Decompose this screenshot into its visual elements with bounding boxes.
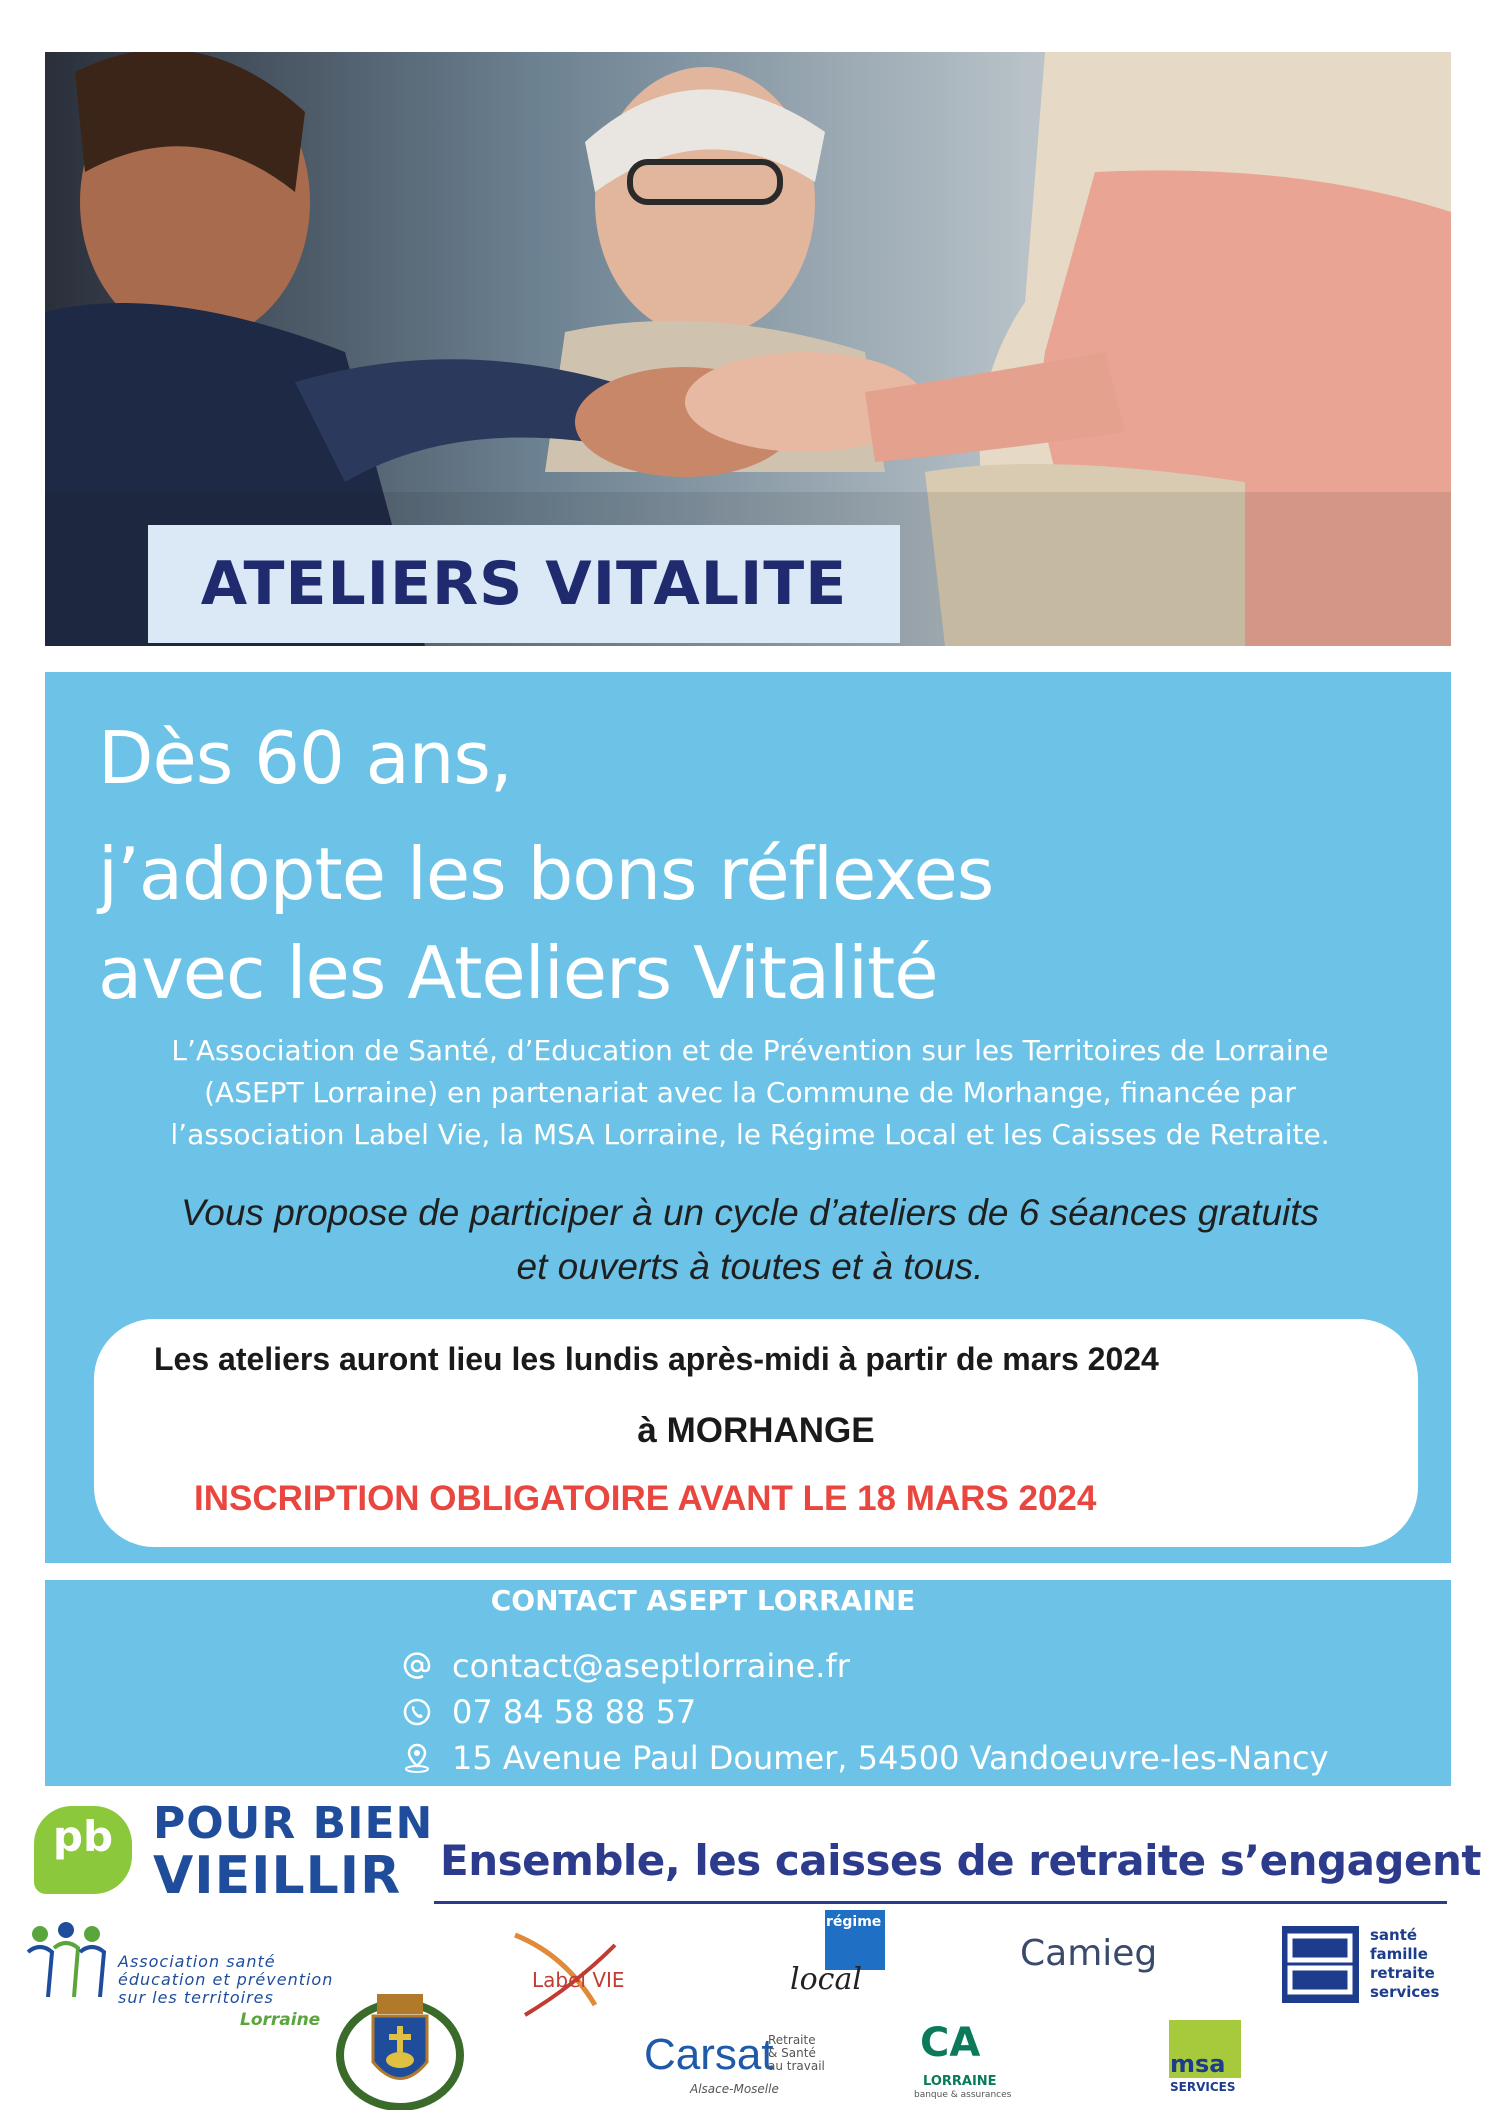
morhange-coat-of-arms [335,1990,465,2114]
msa-line: santé [1370,1926,1418,1944]
contact-title: CONTACT ASEPT LORRAINE [490,1584,916,1617]
location-pin-icon [400,1741,434,1775]
asept-line: sur les territoires [118,1988,274,2007]
headline-line-1: Dès 60 ans, [98,716,512,800]
asept-line: Association santé [118,1952,276,1971]
contact-email-row[interactable] [400,1647,850,1685]
camieg-logo: Camieg [1020,1933,1158,1974]
headline-line-3: avec les Ateliers Vitalité [98,931,938,1015]
slogan-underline [434,1901,1447,1904]
location-text: à MORHANGE [637,1411,875,1450]
pour-bien-vieillir-line-2: VIEILLIR [153,1846,402,1906]
poster-title: ATELIERS VITALITE [200,549,848,619]
msa-logo [1282,1926,1359,2003]
contact-email[interactable]: contact@aseptlorraine.fr [452,1647,850,1685]
contact-address-row [400,1739,1329,1777]
msa-line: famille [1370,1945,1428,1963]
carsat-line: Retraite [768,2033,816,2047]
asept-logo-text [118,1953,333,2007]
intro-paragraph [100,1030,1400,1156]
headline-line-2: j’adopte les bons réflexes [98,832,994,916]
asept-region: Lorraine [240,2010,321,2030]
regime-word: régime [826,1914,882,1930]
credit-agricole-region: LORRAINE [923,2074,997,2089]
asept-logo-figures [18,1922,118,2006]
phone-icon [400,1695,434,1729]
msa-line: retraite [1370,1964,1435,1982]
carsat-line: au travail [768,2059,825,2073]
regime-local-text: local [790,1962,862,1997]
offer-paragraph [80,1186,1420,1294]
carsat-tagline [768,2034,825,2073]
intro-line: L’Association de Santé, d’Education et de Prévention sur les Territoires de Lorraine [171,1034,1329,1067]
offer-line: et ouverts à toutes et à tous. [516,1246,984,1287]
carsat-region: Alsace-Moselle [690,2082,779,2096]
contact-phone-row[interactable] [400,1693,696,1731]
credit-agricole-logo: CA [920,2020,981,2066]
msa-tagline [1370,1926,1439,2002]
at-icon [400,1649,434,1683]
msa-line: services [1370,1983,1440,2001]
carsat-logo: Carsat [644,2030,774,2079]
msa-services-sub: SERVICES [1170,2080,1236,2094]
registration-deadline: INSCRIPTION OBLIGATOIRE AVANT LE 18 MARS 2024 [194,1479,1097,1518]
slogan: Ensemble, les caisses de retraite s’engagent [440,1836,1481,1885]
offer-line: Vous propose de participer à un cycle d’ateliers de 6 séances gratuits [180,1192,1320,1233]
title-banner [148,525,900,643]
label-vie-text: Label VIE [532,1968,625,1992]
pour-bien-vieillir-badge: pb [34,1806,132,1894]
pour-bien-vieillir-line-1: POUR BIEN [153,1798,434,1849]
intro-line: l’association Label Vie, la MSA Lorraine, le Régime Local et les Caisses de Retraite. [170,1118,1330,1151]
carsat-line: & Santé [768,2046,816,2060]
schedule-text: Les ateliers auront lieu les lundis après-midi à partir de mars 2024 [154,1341,1159,1377]
contact-address: 15 Avenue Paul Doumer, 54500 Vandoeuvre-les-Nancy [452,1739,1329,1777]
credit-agricole-tagline: banque & assurances [914,2090,1012,2100]
asept-line: éducation et prévention [118,1970,334,1989]
contact-phone[interactable]: 07 84 58 88 57 [452,1693,697,1731]
info-card [94,1319,1418,1547]
msa-services-text: msa [1170,2050,1226,2078]
intro-line: (ASEPT Lorraine) en partenariat avec la Commune de Morhange, financée par [204,1076,1296,1109]
